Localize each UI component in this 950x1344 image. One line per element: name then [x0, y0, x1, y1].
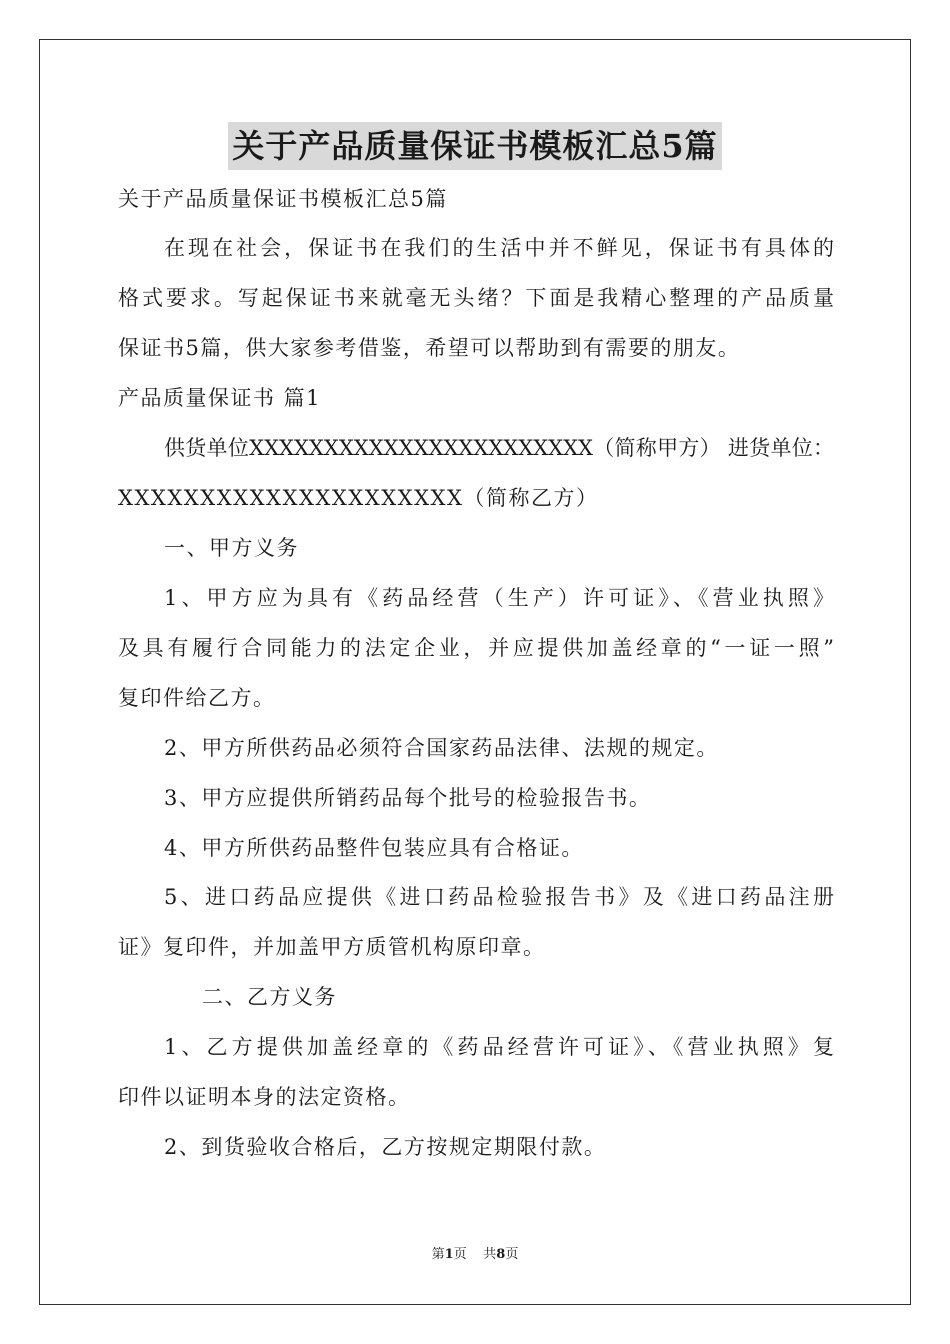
party-a-heading: 一、甲方义务 [164, 536, 299, 560]
total-suffix: 页 [505, 1247, 519, 1262]
intro-line-2: 格式要求。写起保证书来就毫无头绪？下面是我精心整理的产品质量 [118, 286, 834, 310]
total-prefix: 共 [483, 1247, 497, 1262]
page-prefix: 第 [431, 1247, 445, 1262]
party-b-heading: 二、乙方义务 [202, 985, 337, 1009]
document-subtitle: 关于产品质量保证书模板汇总5篇 [118, 187, 448, 211]
party-a-item-3: 3、甲方应提供所销药品每个批号的检验报告书。 [164, 786, 652, 810]
document-title: 关于产品质量保证书模板汇总5篇 [228, 122, 721, 170]
total-pages: 8 [496, 1247, 506, 1262]
parties-line-2: XXXXXXXXXXXXXXXXXXXXX（简称乙方） [118, 486, 599, 510]
party-a-item-2: 2、甲方所供药品必须符合国家药品法律、法规的规定。 [164, 736, 719, 760]
party-b-item-2: 2、到货验收合格后，乙方按规定期限付款。 [164, 1135, 607, 1159]
page-border [39, 39, 911, 1305]
party-a-item-4: 4、甲方所供药品整件包装应具有合格证。 [164, 836, 584, 860]
page-number: 1 [444, 1247, 454, 1262]
party-a-item-5-line-2: 证》复印件，并加盖甲方质管机构原印章。 [118, 935, 546, 959]
party-a-item-5-line-1: 5、进口药品应提供《进口药品检验报告书》及《进口药品注册 [164, 885, 834, 909]
section-heading: 产品质量保证书 篇1 [118, 386, 322, 410]
party-a-item-1-line-3: 复印件给乙方。 [118, 686, 276, 710]
party-a-item-1-line-1: 1、甲方应为具有《药品经营（生产）许可证》、《营业执照》 [164, 586, 834, 610]
parties-line-1: 供货单位XXXXXXXXXXXXXXXXXXXXXXX（简称甲方） 进货单位： [164, 436, 834, 460]
page-suffix: 页 [453, 1247, 467, 1262]
intro-line-1: 在现在社会，保证书在我们的生活中并不鲜见，保证书有具体的 [164, 236, 834, 260]
intro-line-3: 保证书5篇，供大家参考借鉴，希望可以帮助到有需要的朋友。 [118, 336, 741, 360]
title-wrapper [0, 122, 950, 170]
party-a-item-1-line-2: 及具有履行合同能力的法定企业，并应提供加盖经章的“一证一照” [118, 636, 834, 660]
party-b-item-1-line-1: 1、乙方提供加盖经章的《药品经营许可证》、《营业执照》复 [164, 1035, 834, 1059]
page-footer [0, 1246, 950, 1264]
party-b-item-1-line-2: 印件以证明本身的法定资格。 [118, 1085, 411, 1109]
